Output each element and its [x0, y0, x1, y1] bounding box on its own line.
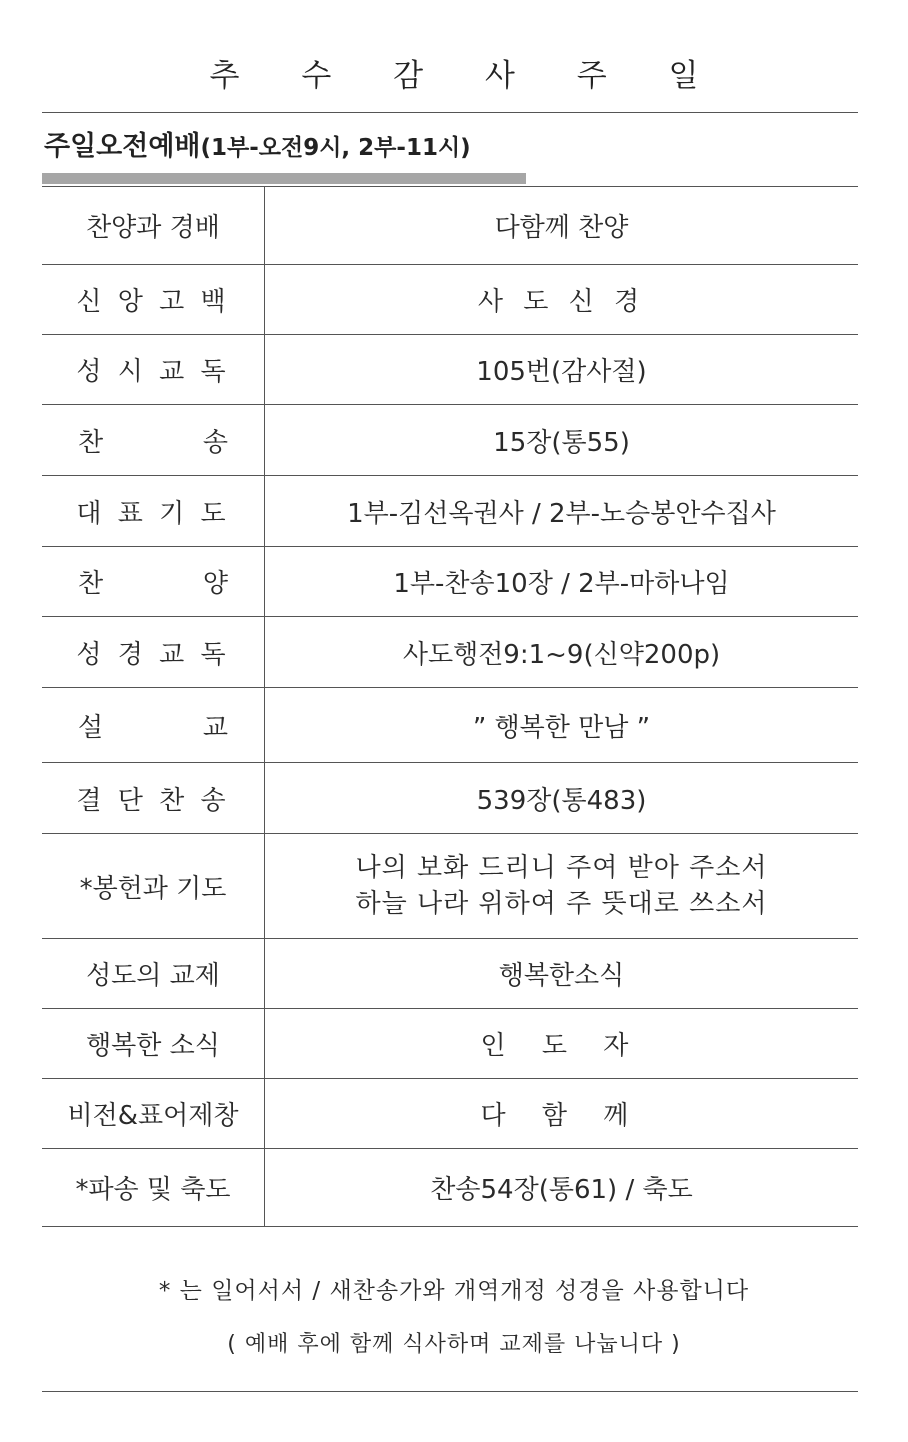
row-value: 인 도 자: [265, 1009, 859, 1079]
table-row: [42, 476, 858, 547]
row-value: ” 행복한 만남 ”: [265, 688, 859, 763]
table-row: [42, 335, 858, 405]
row-label-part: 찬: [78, 569, 104, 599]
row-label-part: 교: [202, 712, 228, 743]
row-value: 사도행전9:1~9(신약200p): [265, 617, 859, 688]
row-label-spread: [78, 422, 228, 459]
row-label: 성 경 교 독: [42, 617, 265, 688]
row-value: 찬송54장(통61) / 축도: [265, 1149, 859, 1227]
table-row: [42, 1149, 858, 1227]
bottom-divider: [42, 1391, 858, 1392]
header-underline-bar: [42, 173, 526, 184]
page-title: 추 수 감 사 주 일: [209, 58, 725, 94]
section-header: [44, 124, 471, 163]
fellowship-note: ( 예배 후에 함께 식사하며 교제를 나눕니다 ): [227, 1332, 681, 1357]
table-row: [42, 1009, 858, 1079]
row-label: 성 시 교 독: [42, 335, 265, 405]
worship-order-table: [42, 186, 858, 1227]
row-label-part: 양: [202, 569, 228, 599]
table-row: [42, 939, 858, 1009]
offering-hymn-line-1: 나의 보화 드리니 주여 받아 주소서: [355, 853, 768, 883]
row-label: [42, 547, 265, 617]
standing-note: * 는 일어서서 / 새찬송가와 개역개정 성경을 사용합니다: [158, 1278, 750, 1304]
row-label-part: 송: [202, 427, 228, 458]
table-row: [42, 834, 858, 939]
offering-hymn-line-2: 하늘 나라 위하여 주 뜻대로 쓰소서: [355, 889, 768, 919]
row-label: 찬양과 경배: [42, 187, 265, 265]
row-label: 행복한 소식: [42, 1009, 265, 1079]
row-label-spread: [78, 563, 228, 600]
row-label: 결 단 찬 송: [42, 763, 265, 834]
table-row: [42, 405, 858, 476]
table-row: [42, 187, 858, 265]
row-value: 105번(감사절): [265, 335, 859, 405]
table-row: [42, 547, 858, 617]
table-row: [42, 265, 858, 335]
table-row: [42, 688, 858, 763]
row-label-part: 찬: [78, 427, 104, 458]
row-value: [265, 834, 859, 939]
row-label: *파송 및 축도: [42, 1149, 265, 1227]
row-label: 성도의 교제: [42, 939, 265, 1009]
row-label-spread: [78, 707, 228, 744]
row-label: 비전&표어제창: [42, 1079, 265, 1149]
row-value: 다 함 께: [265, 1079, 859, 1149]
row-label-part: 설: [78, 712, 104, 743]
row-value: 사 도 신 경: [265, 265, 859, 335]
row-label: [42, 405, 265, 476]
row-value: 15장(통55): [265, 405, 859, 476]
section-times: (1부-오전9시, 2부-11시): [200, 135, 471, 161]
row-label: *봉헌과 기도: [42, 834, 265, 939]
section-heading: 주일오전예배: [44, 131, 201, 162]
table-row: [42, 763, 858, 834]
table-row: [42, 1079, 858, 1149]
row-label: 대 표 기 도: [42, 476, 265, 547]
row-value: 다함께 찬양: [265, 187, 859, 265]
row-value: 539장(통483): [265, 763, 859, 834]
top-divider: [42, 112, 858, 113]
row-value: 1부-김선옥권사 / 2부-노승봉안수집사: [265, 476, 859, 547]
table-row: [42, 617, 858, 688]
row-value: 행복한소식: [265, 939, 859, 1009]
row-value: 1부-찬송10장 / 2부-마하나임: [265, 547, 859, 617]
row-label: [42, 688, 265, 763]
row-label: 신 앙 고 백: [42, 265, 265, 335]
